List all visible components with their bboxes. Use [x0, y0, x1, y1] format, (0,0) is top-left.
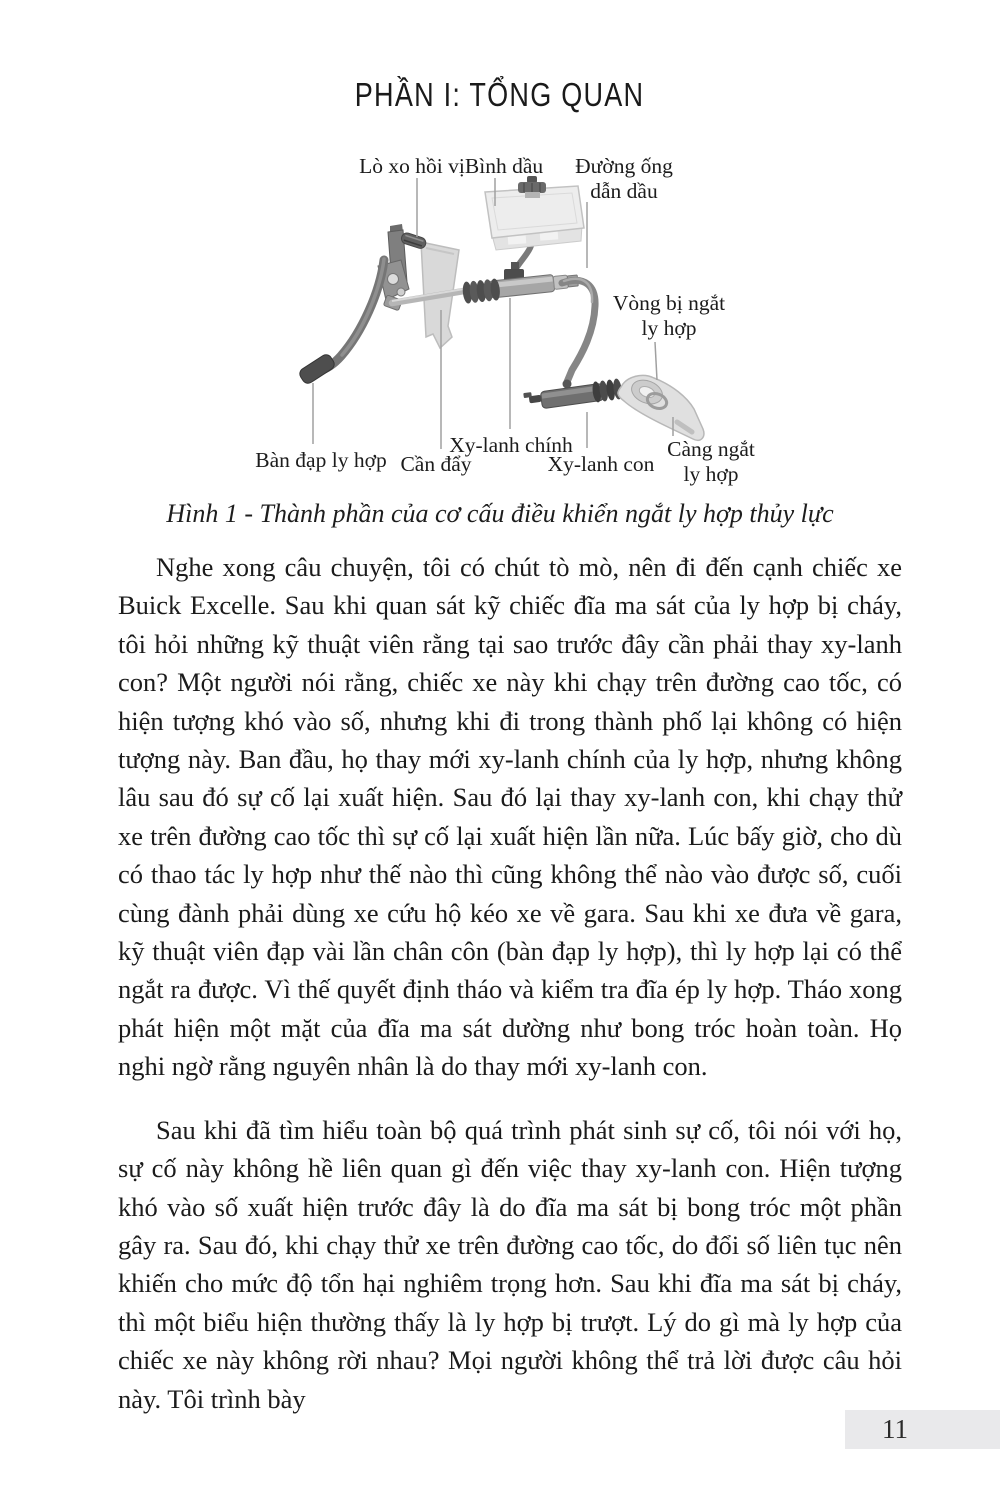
footer-band: [845, 1410, 1000, 1449]
page-number: 11: [882, 1414, 908, 1444]
label-release-fork-line1: Càng ngắt: [667, 437, 755, 461]
body-text: [118, 548, 902, 1443]
label-master-cylinder: Xy-lanh chính: [449, 433, 573, 457]
label-slave-cylinder: Xy-lanh con: [547, 452, 655, 476]
figure-caption: Hình 1 - Thành phần của cơ cấu điều khiển ngắt ly hợp thủy lực: [166, 499, 834, 528]
body-paragraph: Nghe xong câu chuyện, tôi có chút tò mò, nên đi đến cạnh chiếc xe Buick Excelle. Sau khi quan sát kỹ chiếc đĩa ma sát của ly hợp bị cháy, tôi hỏi những kỹ thuật viên rằng tại sao trước đây cần phải thay xy-lanh con? Một người nói rằng, chiếc xe này khi chạy trên đường cao tốc, có hiện tượng khó vào số, nhưng khi đi trong thành phố lại không có hiện tượng này. Ban đầu, họ thay mới xy-lanh chính của ly hợp, nhưng không lâu sau đó sự cố lại xuất hiện. Sau đó lại thay xy-lanh con, khi chạy thử xe trên đường cao tốc thì sự cố lại xuất hiện lần nữa. Lúc bấy giờ, cho dù có thao tác ly hợp như thế nào thì cũng không thể nào vào được số, cuối cùng đành phải dùng xe cứu hộ kéo xe về gara. Sau khi xe đưa về gara, kỹ thuật viên đạp vài lần chân côn (bàn đạp ly hợp), thì ly hợp lại có thể ngắt ra được. Vì thế quyết định tháo và kiểm tra đĩa ép ly hợp. Tháo xong phát hiện một mặt của đĩa ma sát dường như bong tróc hoàn toàn. Họ nghi ngờ rằng nguyên nhân là do thay mới xy-lanh con.: [118, 552, 902, 1082]
label-pedal: Bàn đạp ly hợp: [255, 448, 387, 472]
clutch-hydraulic-diagram: [240, 140, 770, 490]
release-fork-drawing: [618, 375, 704, 440]
label-reservoir: Bình dầu: [464, 154, 544, 178]
label-push-rod: Cần đẩy: [400, 452, 472, 476]
label-return-spring: Lò xo hồi vị: [359, 154, 465, 178]
body-paragraph: Sau khi đã tìm hiểu toàn bộ quá trình phát sinh sự cố, tôi nói với họ, sự cố này không hề liên quan gì đến việc thay xy-lanh con. Hiện tượng khó vào số xuất hiện trước đây là do đĩa ma sát bị bong tróc một phần gây ra. Sau đó, khi chạy thử xe trên đường cao tốc, do đổi số liên tục nên khiến cho mức độ tổn hại nghiêm trọng hơn. Sau khi đĩa ma sát bị cháy, thì một biểu hiện thường thấy là ly hợp bị trượt. Lý do gì mà ly hợp của chiếc xe này không rời nhau? Mọi người không thể trả lời được câu hỏi này. Tôi trình bày: [118, 1114, 902, 1414]
label-release-fork-line2: ly hợp: [683, 462, 739, 486]
oil-pipe-drawing: [562, 279, 595, 382]
label-release-bearing-line2: ly hợp: [641, 316, 697, 340]
label-release-bearing-line1: Vòng bị ngắt: [612, 291, 726, 315]
page-header: [0, 76, 1000, 114]
label-oil-pipe-line1: Đường ống: [575, 154, 673, 178]
section-title: PHẦN I: TỔNG QUAN: [355, 75, 645, 114]
oil-reservoir-drawing: [485, 176, 584, 267]
label-oil-pipe-line2: dẫn dầu: [590, 179, 658, 203]
